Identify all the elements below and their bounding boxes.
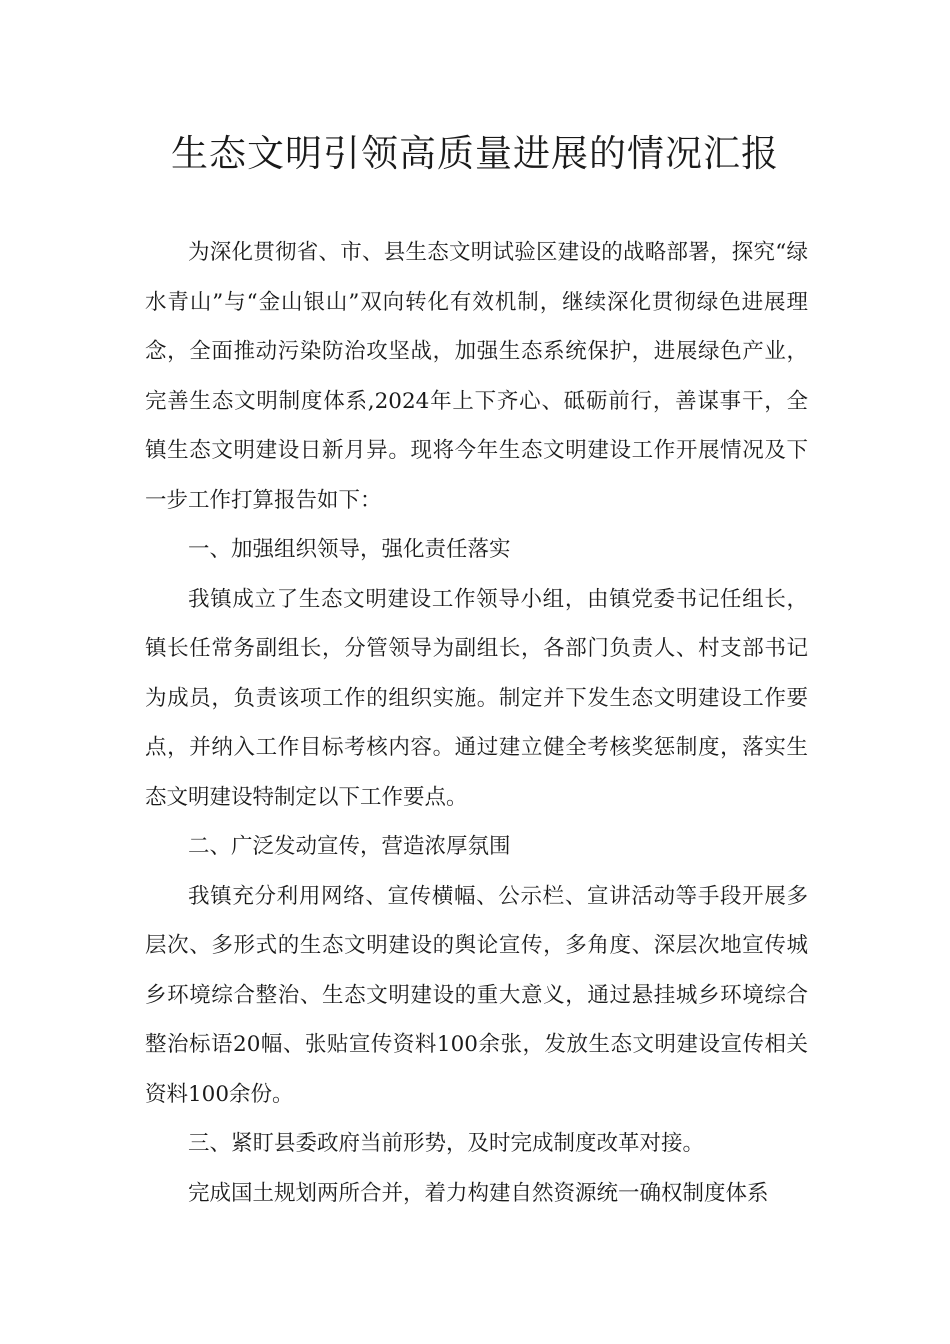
section-heading-2: 二、广泛发动宣传，营造浓厚氛围	[188, 834, 511, 859]
section-heading-3: 三、紧盯县委政府当前形势，及时完成制度改革对接。	[188, 1131, 705, 1156]
document-body	[145, 228, 808, 1218]
section-1-paragraph: 我镇成立了生态文明建设工作领导小组，由镇党委书记任组长，镇长任常务副组长，分管领导为副组长，各部门负责人、村支部书记为成员，负责该项工作的组织实施。制定并下发生态文明建设工作要点，并纳入工作目标考核内容。通过建立健全考核奖惩制度，落实生态文明建设特制定以下工作要点。	[145, 586, 808, 810]
intro-paragraph: 为深化贯彻省、市、县生态文明试验区建设的战略部署，探究“绿水青山”与“金山银山”双向转化有效机制，继续深化贯彻绿色进展理念，全面推动污染防治攻坚战，加强生态系统保护，进展绿色产业，完善生态文明制度体系,2024年上下齐心、砥砺前行，善谋事干，全镇生态文明建设日新月异。现将今年生态文明建设工作开展情况及下一步工作打算报告如下：	[145, 240, 808, 513]
section-heading-1: 一、加强组织领导，强化责任落实	[188, 537, 511, 562]
document-title: 生态文明引领高质量进展的情况汇报	[171, 132, 779, 175]
section-3-paragraph: 完成国土规划两所合并，着力构建自然资源统一确权制度体系	[188, 1180, 769, 1206]
section-2-paragraph: 我镇充分利用网络、宣传横幅、公示栏、宣讲活动等手段开展多层次、多形式的生态文明建设的舆论宣传，多角度、深层次地宣传城乡环境综合整治、生态文明建设的重大意义，通过悬挂城乡环境综合整治标语20幅、张贴宣传资料100余张，发放生态文明建设宣传相关资料100余份。	[145, 883, 808, 1107]
